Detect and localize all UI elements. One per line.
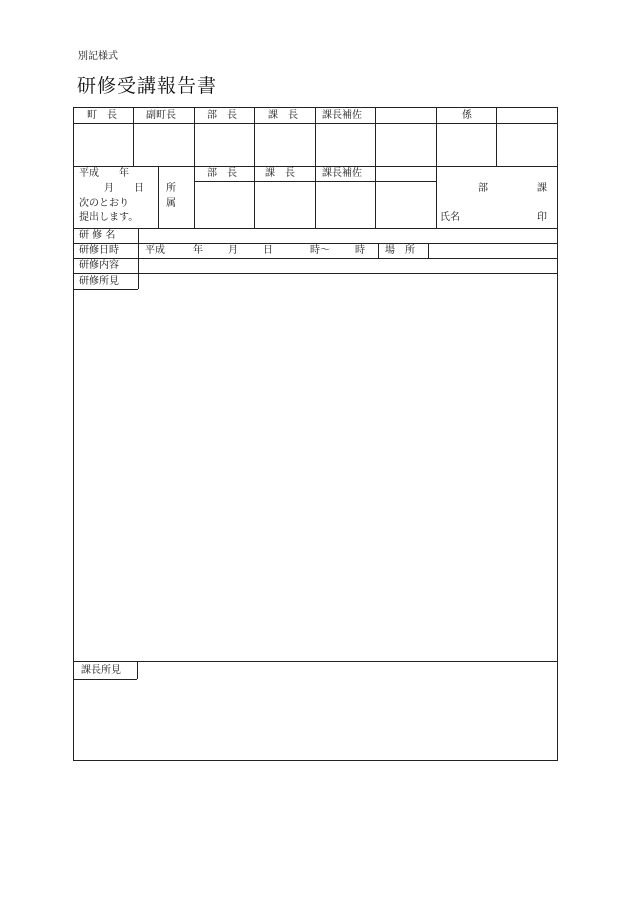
divider [133,107,134,166]
page-title: 研修受講報告書 [77,75,218,97]
approval2-assistant-label: 課長補佐 [322,168,362,179]
applicant-name-label: 氏名 [440,212,460,223]
training-era: 平成 [145,245,165,256]
approval-assistant-label: 課長補佐 [322,110,362,121]
divider [137,661,138,679]
applicant-section-label: 課 [537,183,547,194]
divider [73,289,138,290]
divider [73,243,558,244]
affiliation-char2: 属 [166,198,176,209]
training-hour-from: 時～ [310,245,330,256]
approval-section-head-label: 課 長 [268,110,298,121]
approval-town-head-label: 町 長 [87,110,117,121]
divider [496,107,497,166]
divider [194,181,436,182]
submit-month-day: 月 日 [104,183,144,194]
training-content-label: 研修内容 [79,260,119,271]
training-name-label: 研 修 名 [79,230,116,241]
divider [73,679,137,680]
affiliation-char1: 所 [166,183,176,194]
divider [254,107,255,228]
training-day: 日 [263,245,273,256]
applicant-seal-label: 印 [537,212,547,223]
applicant-dept-label: 部 [478,183,488,194]
submit-era-year: 平成 年 [79,168,129,179]
divider [194,107,195,228]
divider [73,273,558,274]
divider [436,107,437,228]
training-year: 年 [193,245,203,256]
divider [378,243,379,258]
approval-deputy-label: 副町長 [146,110,176,121]
training-opinion-label: 研修所見 [79,276,119,287]
approval2-section-head-label: 課 長 [265,168,295,179]
training-place-label: 場 所 [385,245,415,256]
divider [73,228,558,229]
divider [375,107,376,228]
approval-staff-label: 係 [462,110,472,121]
divider [158,166,159,228]
training-datetime-label: 研修日時 [79,245,119,256]
submit-line3: 次のとおり [79,198,129,209]
training-month: 月 [228,245,238,256]
form-label: 別記様式 [78,51,118,62]
divider [428,243,429,258]
divider [73,661,558,662]
training-hour-to: 時 [355,245,365,256]
divider [315,107,316,228]
approval-dept-head-label: 部 長 [207,110,237,121]
approval2-dept-head-label: 部 長 [207,168,237,179]
divider [138,228,139,289]
chief-opinion-label: 課長所見 [81,665,121,676]
submit-line4: 提出します。 [79,212,139,223]
divider [73,258,558,259]
